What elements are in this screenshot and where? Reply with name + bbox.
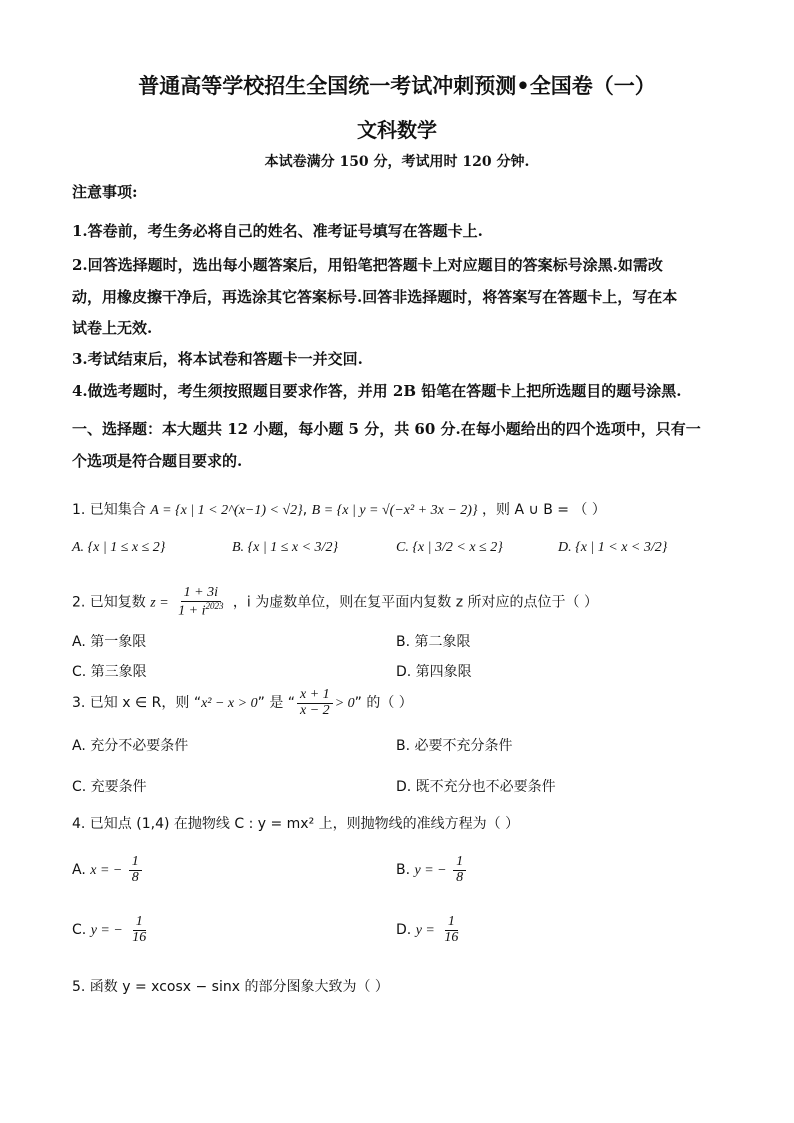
q3-prefix: 3. 已知 x ∈ R，则 “ — [72, 695, 202, 712]
q4-option-c[interactable] — [72, 915, 151, 945]
q1-option-c[interactable]: C. {x | 3/2 < x ≤ 2} — [396, 540, 503, 555]
section-heading-cont: 个选项是符合题目要求的. — [72, 452, 243, 470]
q3-option-b[interactable]: B. 必要不充分条件 — [396, 738, 513, 754]
q3-suffix: ” 的（ ） — [354, 695, 413, 712]
notice-item: 试卷上无效. — [72, 319, 153, 337]
option-lhs: x = − — [90, 863, 123, 879]
exam-title: 普通高等学校招生全国统一考试冲刺预测•全国卷（一） — [138, 73, 656, 98]
q2-option-a[interactable]: A. 第一象限 — [72, 634, 147, 650]
q2-exponent: 2023 — [205, 600, 224, 611]
q3-cond1: x² − x > 0 — [201, 696, 258, 712]
q2-suffix: ，i 为虚数单位，则在复平面内复数 z 所对应的点位于（ ） — [232, 594, 598, 611]
notice-item: 1.答卷前，考生务必将自己的姓名、准考证号填写在答题卡上. — [72, 222, 483, 240]
q4-option-b[interactable] — [396, 855, 468, 885]
q2-option-d[interactable]: D. 第四象限 — [396, 664, 472, 680]
option-label: D. — [396, 922, 412, 939]
option-lhs: y = − — [90, 923, 123, 939]
q4-option-d[interactable] — [396, 915, 463, 945]
q1-suffix: ，则 A ∪ B = （ ） — [482, 502, 606, 518]
q3-option-c[interactable]: C. 充要条件 — [72, 779, 147, 795]
q3-fraction — [297, 688, 333, 718]
notice-item: 动，用橡皮擦干净后，再选涂其它答案标号.回答非选择题时，将答案写在答题卡上，写在本 — [72, 288, 678, 306]
q1-set-b: B = {x | y = √(−x² + 3x − 2)} — [311, 503, 478, 518]
notice-item: 4.做选考题时，考生须按照题目要求作答，并用 2B 铅笔在答题卡上把所选题目的题号涂黑. — [72, 382, 682, 400]
q4-option-a[interactable] — [72, 855, 144, 885]
q3-frac-num: x + 1 — [297, 688, 333, 704]
q3-frac-den: x − 2 — [300, 702, 330, 718]
q1-option-d[interactable]: D. {x | 1 < x < 3/2} — [558, 540, 668, 555]
q3-frac-rhs: > 0 — [334, 696, 355, 712]
q2-z-lhs: z = — [150, 595, 169, 611]
option-label: A. — [72, 862, 86, 879]
option-fraction: $\frac{1}{8}$ — [453, 855, 466, 885]
section-heading: 一、选择题：本大题共 12 小题，每小题 5 分，共 60 分.在每小题给出的四个选项中，只有一 — [72, 420, 701, 438]
q2-fraction — [175, 586, 226, 619]
q2-denominator: $1 + i^{2023}$ — [178, 600, 224, 619]
option-fraction: $\frac{1}{8}$ — [129, 855, 142, 885]
q1-set-a: A = {x | 1 < 2^(x−1) < √2} — [150, 503, 303, 518]
option-lhs: y = — [415, 923, 435, 939]
q1-option-b[interactable]: B. {x | 1 ≤ x < 3/2} — [232, 540, 339, 555]
option-fraction: $\frac{1}{16}$ — [444, 914, 459, 945]
exam-info: 本试卷满分 150 分，考试用时 120 分钟. — [264, 154, 530, 170]
question-2 — [72, 586, 598, 619]
notice-item: 2.回答选择题时，选出每小题答案后，用铅笔把答题卡上对应题目的答案标号涂黑.如需改 — [72, 256, 663, 274]
q3-option-d[interactable]: D. 既不充分也不必要条件 — [396, 779, 556, 795]
option-lhs: y = − — [414, 863, 447, 879]
question-4: 4. 已知点 (1,4) 在抛物线 C : y = mx² 上，则抛物线的准线方程为（ ） — [72, 816, 520, 832]
notice-heading: 注意事项: — [72, 183, 138, 201]
option-label: C. — [72, 922, 87, 939]
q3-option-a[interactable]: A. 充分不必要条件 — [72, 738, 189, 754]
option-fraction: $\frac{1}{16}$ — [132, 914, 147, 945]
question-5: 5. 函数 y = xcosx − sinx 的部分图象大致为（ ） — [72, 979, 389, 995]
q3-mid: ” 是 “ — [257, 695, 296, 712]
q2-prefix: 2. 已知复数 — [72, 594, 146, 611]
q1-prefix: 1. 已知集合 — [72, 502, 146, 518]
subject-title: 文科数学 — [357, 118, 437, 142]
q1-option-a[interactable]: A. {x | 1 ≤ x ≤ 2} — [72, 540, 166, 555]
q2-option-b[interactable]: B. 第二象限 — [396, 634, 471, 650]
q2-option-c[interactable]: C. 第三象限 — [72, 664, 147, 680]
option-label: B. — [396, 862, 411, 879]
question-3 — [72, 688, 413, 718]
question-1: 1. 已知集合 A = {x | 1 < 2^(x−1) < √2}, B = {x | y = √(−x² + 3x − 2)} ，则 A ∪ B = （ ） — [72, 502, 606, 518]
q2-numerator: 1 + 3i — [181, 586, 221, 602]
notice-item: 3.考试结束后，将本试卷和答题卡一并交回. — [72, 350, 363, 368]
